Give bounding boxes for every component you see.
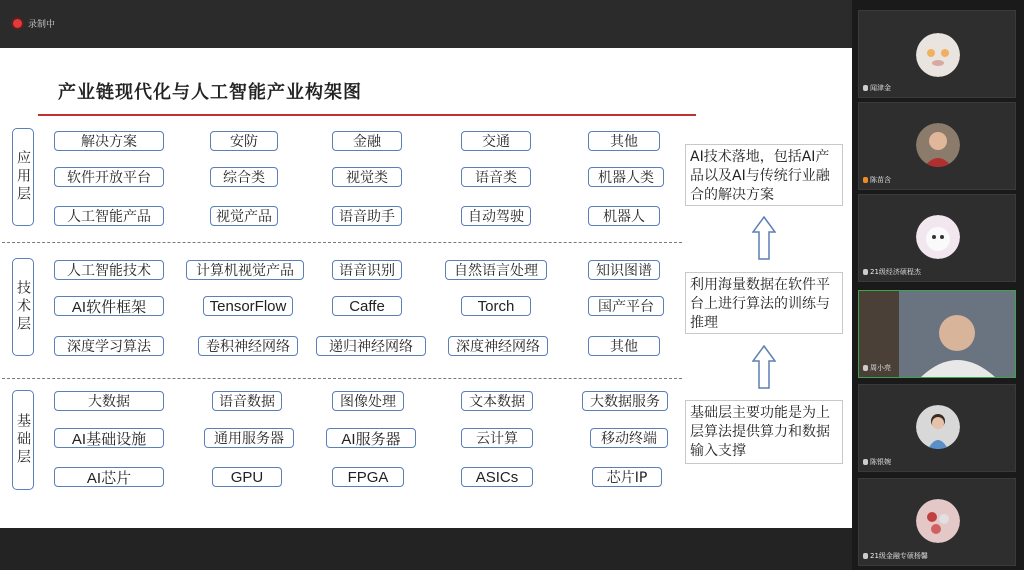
up-arrow-icon [752, 216, 776, 260]
app-box: 安防 [210, 131, 278, 151]
layer-divider [2, 242, 682, 243]
meeting-bottom-bar [0, 528, 852, 570]
user-icon [863, 177, 868, 183]
description-technology: 利用海量数据在软件平台上进行算法的训练与推理 [685, 272, 843, 334]
person-avatar-icon [916, 405, 960, 449]
base-box: 云计算 [461, 428, 533, 448]
layer-label-technology: 技术层 [12, 258, 34, 356]
base-box: 芯片IP [592, 467, 662, 487]
slide-title: 产业链现代化与人工智能产业构架图 [58, 82, 362, 103]
flower-avatar-icon [916, 499, 960, 543]
base-box: FPGA [332, 467, 404, 487]
app-box: 语音助手 [332, 206, 402, 226]
tech-box: 人工智能技术 [54, 260, 164, 280]
description-application: AI技术落地，包括AI产品以及AI与传统行业融合的解决方案 [685, 144, 843, 206]
app-box: 其他 [588, 131, 660, 151]
shared-slide [0, 48, 852, 528]
mic-icon [863, 553, 868, 559]
layer-label-application: 应用层 [12, 128, 34, 226]
app-box: 解决方案 [54, 131, 164, 151]
tech-box: 自然语言处理 [445, 260, 547, 280]
tech-box: 计算机视觉产品 [186, 260, 304, 280]
app-box: 语音类 [461, 167, 531, 187]
base-box: 图像处理 [332, 391, 404, 411]
layer-label-foundation: 基础层 [12, 390, 34, 490]
mic-icon [863, 365, 868, 371]
tech-box: 语音识别 [332, 260, 402, 280]
base-box: AI芯片 [54, 467, 164, 487]
tech-box: 知识图谱 [588, 260, 660, 280]
cat-avatar-icon [916, 215, 960, 259]
person-avatar-icon [916, 123, 960, 167]
tech-box: 深度神经网络 [448, 336, 548, 356]
participant-video-tile[interactable] [858, 290, 1016, 378]
meeting-top-bar [0, 0, 852, 48]
mic-icon [863, 85, 868, 91]
base-box: AI基础设施 [54, 428, 164, 448]
tech-box: 卷积神经网络 [198, 336, 298, 356]
mic-icon [863, 459, 868, 465]
tech-box: 国产平台 [588, 296, 664, 316]
mic-icon [863, 269, 868, 275]
app-box: 机器人 [588, 206, 660, 226]
base-box: 移动终端 [590, 428, 668, 448]
app-box: 机器人类 [588, 167, 664, 187]
tech-box: TensorFlow [203, 296, 293, 316]
base-box: 大数据服务 [582, 391, 668, 411]
app-box: 自动驾驶 [461, 206, 531, 226]
app-box: 人工智能产品 [54, 206, 164, 226]
participant-name: 陈苗含 [870, 176, 891, 184]
participant-name: 闻津金 [870, 84, 891, 92]
tech-box: 其他 [588, 336, 660, 356]
title-underline [38, 114, 696, 116]
recording-icon [13, 19, 22, 28]
participant-name: 21级经济硕程杰 [870, 268, 921, 276]
participant-tile[interactable] [858, 478, 1016, 566]
participant-tile[interactable] [858, 102, 1016, 190]
up-arrow-icon [752, 345, 776, 389]
app-box: 金融 [332, 131, 402, 151]
participant-tile[interactable] [858, 194, 1016, 282]
tech-box: 深度学习算法 [54, 336, 164, 356]
base-box: 大数据 [54, 391, 164, 411]
participant-name: 周小亮 [870, 364, 891, 372]
tech-box: Caffe [332, 296, 402, 316]
base-box: 通用服务器 [204, 428, 294, 448]
participant-tile[interactable] [858, 10, 1016, 98]
app-box: 综合类 [210, 167, 278, 187]
app-box: 软件开放平台 [54, 167, 164, 187]
app-box: 视觉产品 [210, 206, 278, 226]
base-box: ASICs [461, 467, 533, 487]
participant-tile[interactable] [858, 384, 1016, 472]
base-box: 语音数据 [212, 391, 282, 411]
recording-label: 录制中 [28, 20, 56, 30]
description-foundation: 基础层主要功能是为上层算法提供算力和数据输入支撑 [685, 400, 843, 464]
participant-name: 21级金融专硕杨馨 [870, 552, 928, 560]
layer-divider [2, 378, 682, 379]
app-box: 交通 [461, 131, 531, 151]
app-box: 视觉类 [332, 167, 402, 187]
base-box: 文本数据 [461, 391, 533, 411]
base-box: GPU [212, 467, 282, 487]
participant-name: 陈银婉 [870, 458, 891, 466]
tech-box: Torch [461, 296, 531, 316]
tech-box: 递归神经网络 [316, 336, 426, 356]
tech-box: AI软件框架 [54, 296, 164, 316]
cat-avatar-icon [916, 33, 960, 77]
base-box: AI服务器 [326, 428, 416, 448]
